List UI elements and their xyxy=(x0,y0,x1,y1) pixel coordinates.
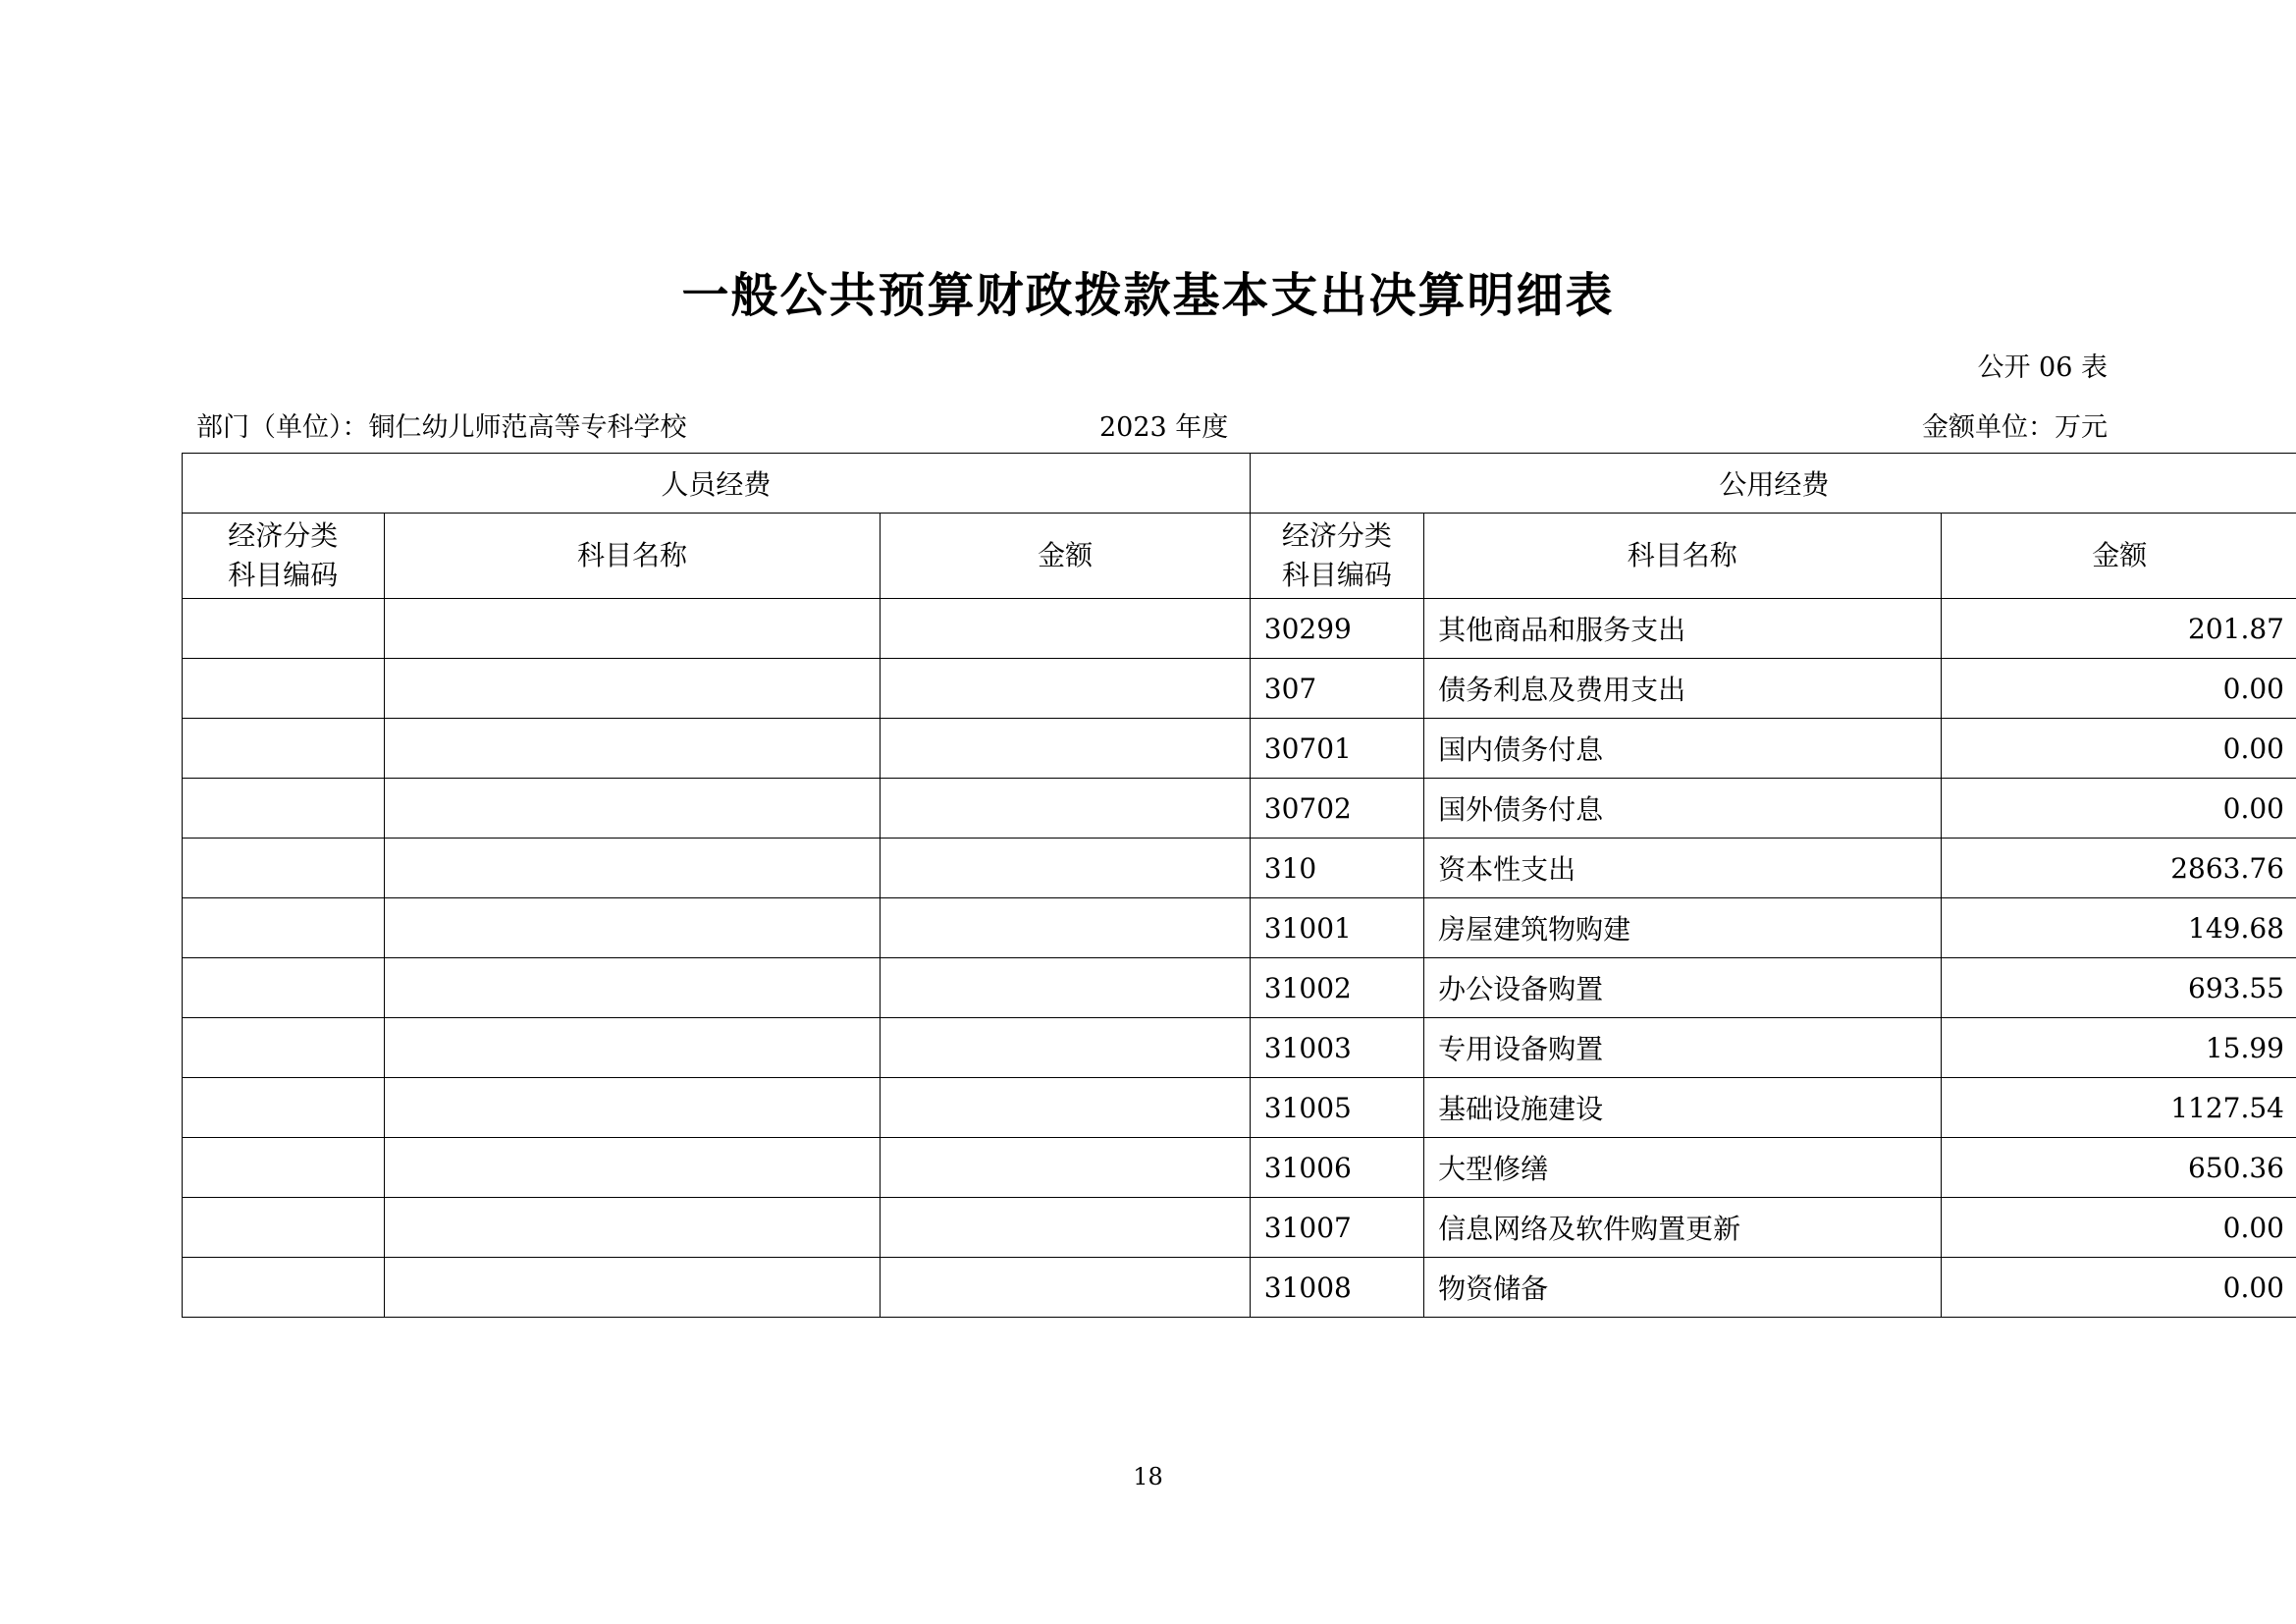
item-name-cell: 资本性支出 xyxy=(1424,839,1941,898)
personnel-amount-cell xyxy=(881,958,1250,1018)
personnel-amount-cell xyxy=(881,839,1250,898)
header-personnel-name: 科目名称 xyxy=(384,514,881,599)
group-header-personnel: 人员经费 xyxy=(183,454,1251,514)
table-row xyxy=(183,1258,2296,1318)
personnel-name-cell xyxy=(384,1078,881,1138)
table-row xyxy=(183,1018,2296,1078)
personnel-amount-cell xyxy=(881,659,1250,719)
economic-code-cell: 31007 xyxy=(1250,1198,1423,1258)
personnel-code-cell xyxy=(183,958,385,1018)
item-name-cell: 物资储备 xyxy=(1424,1258,1941,1318)
personnel-name-cell xyxy=(384,599,881,659)
personnel-code-cell xyxy=(183,1078,385,1138)
economic-code-cell: 307 xyxy=(1250,659,1423,719)
item-name-cell: 基础设施建设 xyxy=(1424,1078,1941,1138)
item-name-cell: 国外债务付息 xyxy=(1424,779,1941,839)
amount-unit-label: 金额单位：万元 xyxy=(1922,412,2108,443)
header-code-line1: 经济分类 xyxy=(1281,519,1392,552)
amount-cell: 2863.76 xyxy=(1941,839,2296,898)
table-row xyxy=(183,719,2296,779)
personnel-code-cell xyxy=(183,839,385,898)
table-row xyxy=(183,599,2296,659)
header-personnel-code xyxy=(183,514,385,599)
amount-cell: 15.99 xyxy=(1941,1018,2296,1078)
economic-code-cell: 31006 xyxy=(1250,1138,1423,1198)
group-header-row xyxy=(183,454,2296,514)
personnel-amount-cell xyxy=(881,599,1250,659)
form-number: 公开 06 表 xyxy=(1977,352,2108,383)
personnel-code-cell xyxy=(183,1258,385,1318)
amount-cell: 0.00 xyxy=(1941,659,2296,719)
personnel-amount-cell xyxy=(881,1258,1250,1318)
personnel-amount-cell xyxy=(881,1138,1250,1198)
document-title: 一般公共预算财政拨款基本支出决算明细表 xyxy=(681,268,1615,323)
personnel-name-cell xyxy=(384,839,881,898)
column-header-row xyxy=(183,514,2296,599)
header-public-amount: 金额 xyxy=(1941,514,2296,599)
amount-cell: 1127.54 xyxy=(1941,1078,2296,1138)
item-name-cell: 债务利息及费用支出 xyxy=(1424,659,1941,719)
item-name-cell: 房屋建筑物购建 xyxy=(1424,898,1941,958)
amount-cell: 149.68 xyxy=(1941,898,2296,958)
economic-code-cell: 310 xyxy=(1250,839,1423,898)
personnel-code-cell xyxy=(183,1018,385,1078)
header-code-line2: 科目编码 xyxy=(1281,559,1392,591)
table-row xyxy=(183,779,2296,839)
personnel-name-cell xyxy=(384,659,881,719)
economic-code-cell: 31001 xyxy=(1250,898,1423,958)
item-name-cell: 办公设备购置 xyxy=(1424,958,1941,1018)
economic-code-cell: 30299 xyxy=(1250,599,1423,659)
amount-cell: 0.00 xyxy=(1941,1198,2296,1258)
table-row xyxy=(183,1138,2296,1198)
header-code-line2: 科目编码 xyxy=(228,559,339,591)
personnel-code-cell xyxy=(183,1138,385,1198)
expenditure-table xyxy=(182,453,2296,1318)
header-code-line1: 经济分类 xyxy=(228,519,339,552)
table-row xyxy=(183,839,2296,898)
table-row xyxy=(183,898,2296,958)
page-number: 18 xyxy=(1133,1463,1163,1490)
table-row xyxy=(183,958,2296,1018)
economic-code-cell: 31003 xyxy=(1250,1018,1423,1078)
table-row xyxy=(183,1198,2296,1258)
header-public-name: 科目名称 xyxy=(1424,514,1941,599)
personnel-code-cell xyxy=(183,599,385,659)
amount-cell: 201.87 xyxy=(1941,599,2296,659)
amount-cell: 0.00 xyxy=(1941,719,2296,779)
economic-code-cell: 31008 xyxy=(1250,1258,1423,1318)
personnel-name-cell xyxy=(384,1258,881,1318)
department-label: 部门（单位）：铜仁幼儿师范高等专科学校 xyxy=(196,412,687,443)
item-name-cell: 大型修缮 xyxy=(1424,1138,1941,1198)
amount-cell: 693.55 xyxy=(1941,958,2296,1018)
personnel-code-cell xyxy=(183,779,385,839)
economic-code-cell: 30701 xyxy=(1250,719,1423,779)
fiscal-year-label: 2023 年度 xyxy=(1099,412,1229,443)
amount-cell: 0.00 xyxy=(1941,779,2296,839)
item-name-cell: 专用设备购置 xyxy=(1424,1018,1941,1078)
personnel-amount-cell xyxy=(881,1018,1250,1078)
personnel-amount-cell xyxy=(881,898,1250,958)
personnel-name-cell xyxy=(384,958,881,1018)
amount-cell: 650.36 xyxy=(1941,1138,2296,1198)
table-row xyxy=(183,659,2296,719)
group-header-public: 公用经费 xyxy=(1250,454,2296,514)
personnel-code-cell xyxy=(183,1198,385,1258)
personnel-code-cell xyxy=(183,898,385,958)
personnel-code-cell xyxy=(183,659,385,719)
item-name-cell: 信息网络及软件购置更新 xyxy=(1424,1198,1941,1258)
economic-code-cell: 31005 xyxy=(1250,1078,1423,1138)
personnel-name-cell xyxy=(384,898,881,958)
personnel-name-cell xyxy=(384,1198,881,1258)
economic-code-cell: 30702 xyxy=(1250,779,1423,839)
table-row xyxy=(183,1078,2296,1138)
personnel-name-cell xyxy=(384,1018,881,1078)
personnel-amount-cell xyxy=(881,719,1250,779)
personnel-amount-cell xyxy=(881,1078,1250,1138)
personnel-name-cell xyxy=(384,779,881,839)
personnel-amount-cell xyxy=(881,1198,1250,1258)
economic-code-cell: 31002 xyxy=(1250,958,1423,1018)
header-public-code xyxy=(1250,514,1423,599)
personnel-name-cell xyxy=(384,1138,881,1198)
personnel-code-cell xyxy=(183,719,385,779)
item-name-cell: 国内债务付息 xyxy=(1424,719,1941,779)
header-personnel-amount: 金额 xyxy=(881,514,1250,599)
item-name-cell: 其他商品和服务支出 xyxy=(1424,599,1941,659)
amount-cell: 0.00 xyxy=(1941,1258,2296,1318)
personnel-name-cell xyxy=(384,719,881,779)
personnel-amount-cell xyxy=(881,779,1250,839)
